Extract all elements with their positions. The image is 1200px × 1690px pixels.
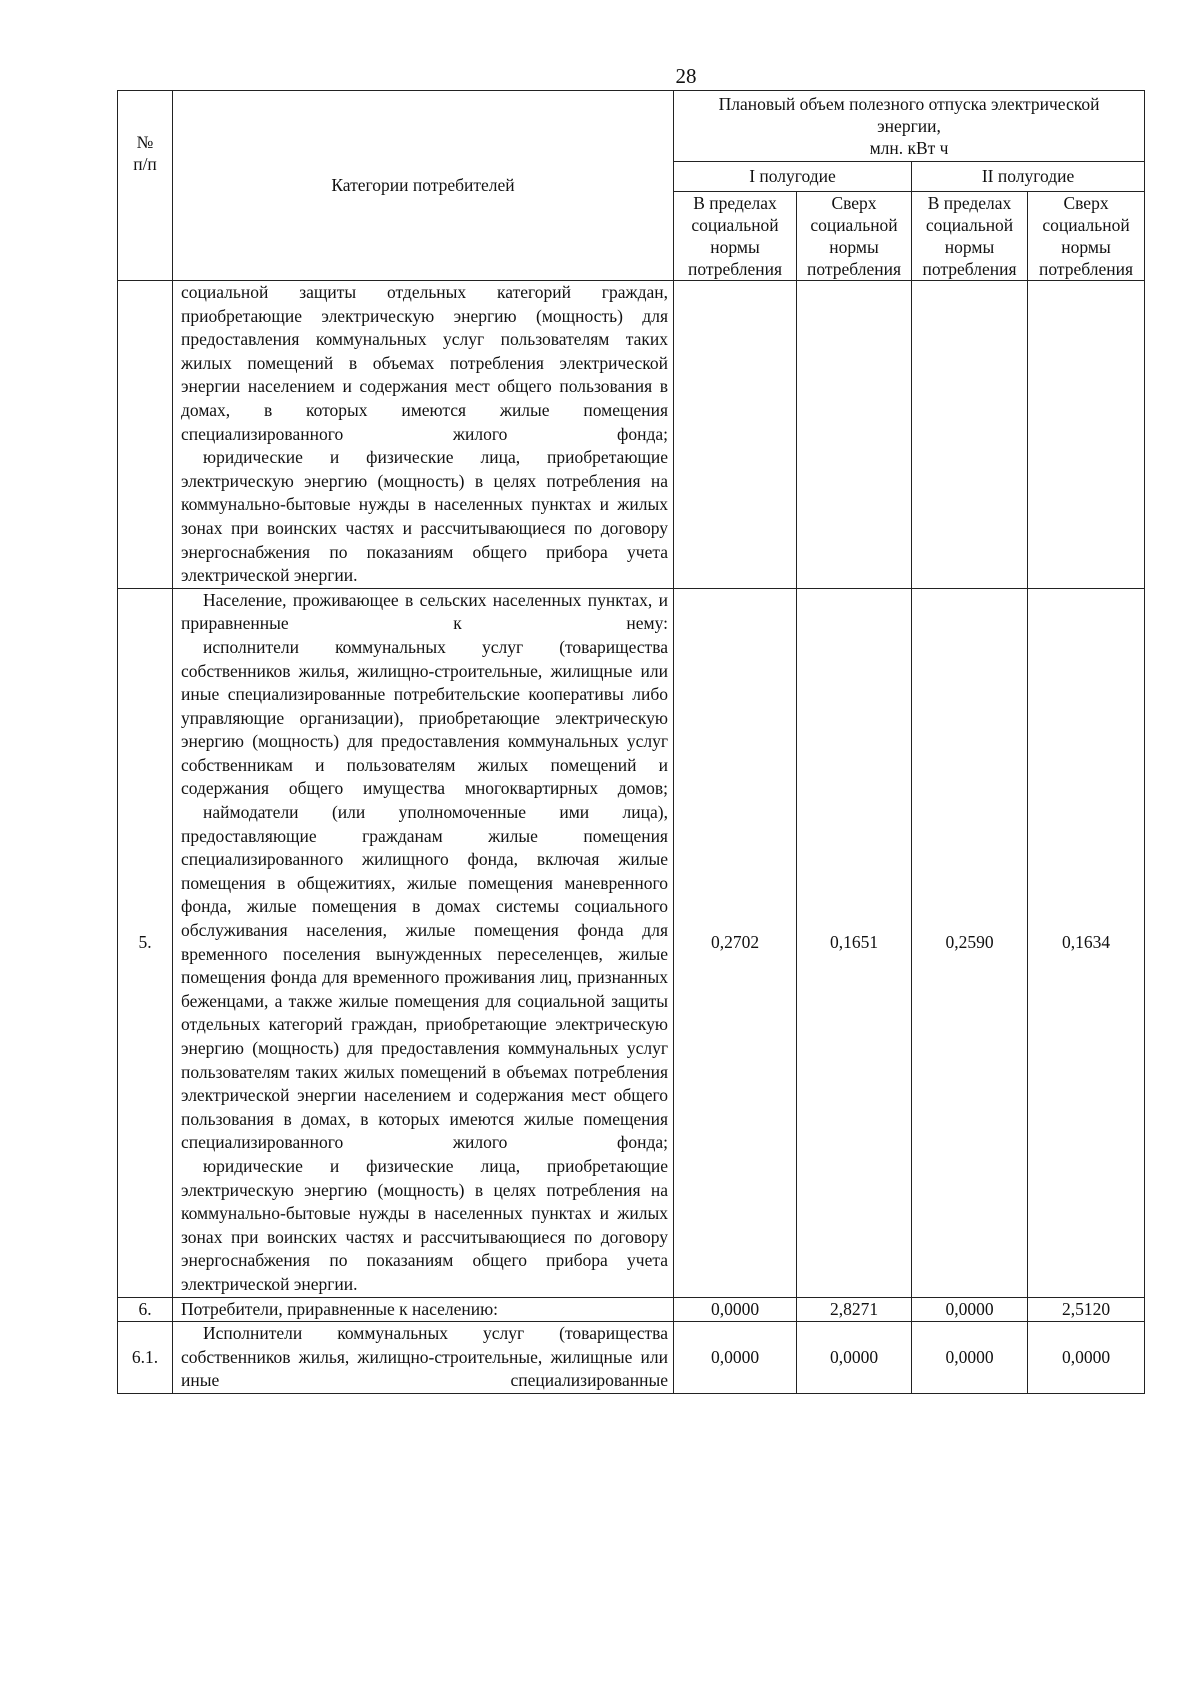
row-paragraph: Население, проживающее в сельских населенных пунктах, и приравненные к нему: xyxy=(181,589,668,634)
row-paragraph: юридические и физические лица, приобретающие электрическую энергию (мощность) в целях потребления на коммунально-бытовые нужды в населенных пунктах и жилых зонах при воинских частях и рассчитывающиеся по договору энергоснабжения по показаниям общего прибора учета электрической энергии. xyxy=(181,1155,668,1294)
table-row xyxy=(118,1322,1145,1394)
row-category xyxy=(173,1297,674,1322)
value-within-1: 0,0000 xyxy=(674,1297,797,1322)
table-row xyxy=(118,281,1145,589)
consumption-table xyxy=(117,90,1145,1394)
value-within-2 xyxy=(912,281,1028,589)
header-above-2: Сверх социальной нормы потребления xyxy=(1028,192,1145,281)
value-within-2: 0,2590 xyxy=(912,588,1028,1297)
row-paragraph: социальной защиты отдельных категорий граждан, приобретающие электрическую энергию (мощность) для предоставления коммунальных услуг пользователям таких жилых помещений в объемах потребления электрической энергии населением и содержания мест общего пользования в домах, в которых имеются жилые помещения специализированного жилого фонда; xyxy=(181,282,668,444)
row-category xyxy=(173,281,674,589)
header-half1: I полугодие xyxy=(674,162,912,192)
row-paragraph: исполнители коммунальных услуг (товарищества собственников жилья, жилищно-строительные, жилищные или иные специализированные потребительские кооперативы либо управляющие организации), приобретающие электрическую энергию (мощность) для предоставления коммунальных услуг собственникам и пользователям жилых помещений и содержания общего имущества многоквартирных домов; xyxy=(181,636,668,799)
value-within-2: 0,0000 xyxy=(912,1297,1028,1322)
row-number: 5. xyxy=(118,588,173,1297)
row-paragraph: Исполнители коммунальных услуг (товарищества собственников жилья, жилищно-строительные, жилищные или иные специализированные xyxy=(181,1323,668,1391)
value-above-1: 0,0000 xyxy=(797,1322,912,1394)
row-number xyxy=(118,281,173,589)
header-within-1: В пределах социальной нормы потребления xyxy=(674,192,797,281)
value-within-2: 0,0000 xyxy=(912,1322,1028,1394)
value-above-2: 0,1634 xyxy=(1028,588,1145,1297)
value-above-2: 0,0000 xyxy=(1028,1322,1145,1394)
value-above-1 xyxy=(797,281,912,589)
value-above-1: 2,8271 xyxy=(797,1297,912,1322)
header-volume xyxy=(674,91,1145,162)
table-row xyxy=(118,588,1145,1297)
header-half2: II полугодие xyxy=(912,162,1145,192)
row-paragraph: юридические и физические лица, приобретающие электрическую энергию (мощность) в целях потребления на коммунально-бытовые нужды в населенных пунктах и жилых зонах при воинских частях и рассчитывающиеся по договору энергоснабжения по показаниям общего прибора учета электрической энергии. xyxy=(181,447,668,586)
row-number: 6.1. xyxy=(118,1322,173,1394)
value-within-1: 0,0000 xyxy=(674,1322,797,1394)
row-category xyxy=(173,1322,674,1394)
value-above-1: 0,1651 xyxy=(797,588,912,1297)
value-above-2 xyxy=(1028,281,1145,589)
table-row xyxy=(118,1297,1145,1322)
row-paragraph: Потребители, приравненные к населению: xyxy=(181,1298,499,1319)
header-volume-title: Плановый объем полезного отпуска электрической энергии, xyxy=(718,94,1100,136)
header-within-2: В пределах социальной нормы потребления xyxy=(912,192,1028,281)
value-within-1: 0,2702 xyxy=(674,588,797,1297)
value-within-1 xyxy=(674,281,797,589)
row-number: 6. xyxy=(118,1297,173,1322)
value-above-2: 2,5120 xyxy=(1028,1297,1145,1322)
header-category: Категории потребителей xyxy=(173,91,674,281)
row-category xyxy=(173,588,674,1297)
header-above-1: Сверх социальной нормы потребления xyxy=(797,192,912,281)
header-num: № п/п xyxy=(118,91,173,281)
header-volume-unit: млн. кВт ч xyxy=(869,138,949,158)
page-number: 28 xyxy=(675,64,697,88)
row-paragraph: наймодатели (или уполномоченные ими лица), предоставляющие гражданам жилые помещения специализированного жилищного фонда, включая жилые помещения в общежитиях, жилые помещения маневренного фонда, жилые помещения в домах системы социального обслуживания населения, жилые помещения фонда для временного поселения вынужденных переселенцев, жилые помещения фонда для временного проживания лиц, признанных беженцами, а также жилые помещения для социальной защиты отдельных категорий граждан, приобретающие электрическую энергию (мощность) для предоставления коммунальных услуг пользователям таких жилых помещений в объемах потребления электрической энергии населением и содержания мест общего пользования в домах, в которых имеются жилые помещения специализированного жилого фонда; xyxy=(181,802,668,1153)
